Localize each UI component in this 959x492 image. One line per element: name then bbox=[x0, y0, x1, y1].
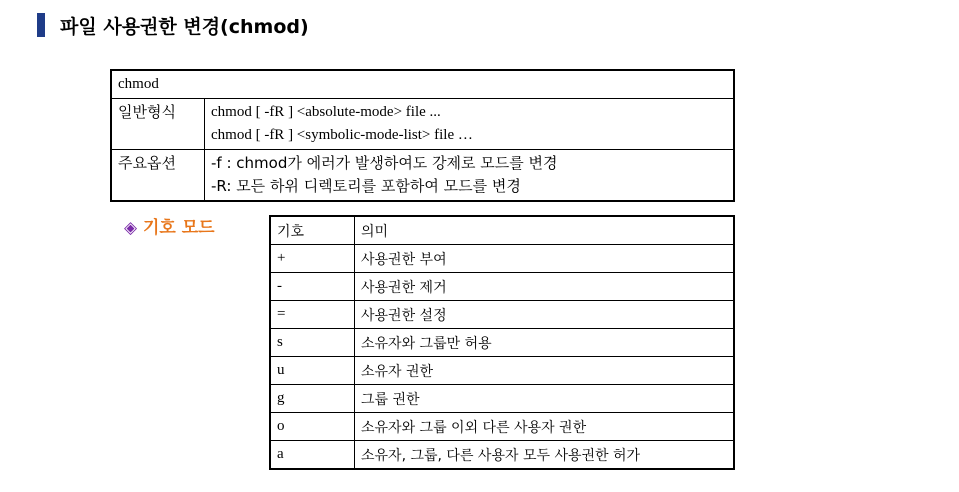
meaning-cell: 소유자와 그룹만 허용 bbox=[355, 329, 735, 357]
symbol-cell: - bbox=[270, 273, 355, 301]
page-title: 파일 사용권한 변경(chmod) bbox=[60, 16, 309, 38]
table-row bbox=[270, 245, 734, 273]
option-line: -f : chmod가 에러가 발생하여도 강제로 모드를 변경 bbox=[211, 154, 558, 172]
meaning-cell: 소유자 권한 bbox=[355, 357, 735, 385]
symbol-cell: a bbox=[270, 441, 355, 470]
meaning-cell: 그룹 권한 bbox=[355, 385, 735, 413]
meaning-cell: 사용권한 부여 bbox=[355, 245, 735, 273]
symbol-cell: o bbox=[270, 413, 355, 441]
general-form-line: chmod [ -fR ] <symbolic-mode-list> file … bbox=[211, 127, 473, 143]
column-header-meaning: 의미 bbox=[355, 216, 735, 245]
table-row bbox=[270, 301, 734, 329]
chmod-syntax-table bbox=[110, 69, 735, 202]
option-line: -R: 모든 하위 디렉토리를 포함하여 모드를 변경 bbox=[211, 177, 521, 195]
column-header-symbol: 기호 bbox=[270, 216, 355, 245]
symbol-mode-heading bbox=[124, 215, 215, 241]
symbol-cell: + bbox=[270, 245, 355, 273]
table-row bbox=[270, 385, 734, 413]
table-row bbox=[270, 329, 734, 357]
table-row bbox=[111, 99, 734, 150]
symbol-mode-heading-text: 기호 모드 bbox=[143, 218, 215, 238]
command-name-cell: chmod bbox=[111, 70, 734, 99]
table-row bbox=[111, 150, 734, 202]
table-row bbox=[270, 273, 734, 301]
symbol-mode-table bbox=[269, 215, 735, 470]
table-row bbox=[111, 70, 734, 99]
table-header-row bbox=[270, 216, 734, 245]
symbol-cell: u bbox=[270, 357, 355, 385]
symbol-cell: s bbox=[270, 329, 355, 357]
main-options-label: 주요옵션 bbox=[111, 150, 205, 202]
general-form-cell bbox=[205, 99, 735, 150]
symbol-cell: = bbox=[270, 301, 355, 329]
general-form-line: chmod [ -fR ] <absolute-mode> file ... bbox=[211, 104, 441, 120]
table-row bbox=[270, 413, 734, 441]
symbol-cell: g bbox=[270, 385, 355, 413]
meaning-cell: 소유자와 그룹 이외 다른 사용자 권한 bbox=[355, 413, 735, 441]
meaning-cell: 소유자, 그룹, 다른 사용자 모두 사용권한 허가 bbox=[355, 441, 735, 470]
main-options-cell bbox=[205, 150, 735, 202]
table-row bbox=[270, 441, 734, 470]
general-form-label: 일반형식 bbox=[111, 99, 205, 150]
meaning-cell: 사용권한 제거 bbox=[355, 273, 735, 301]
title-accent-bar bbox=[37, 13, 45, 37]
meaning-cell: 사용권한 설정 bbox=[355, 301, 735, 329]
diamond-bullet-icon: ◈ bbox=[124, 218, 138, 238]
table-row bbox=[270, 357, 734, 385]
